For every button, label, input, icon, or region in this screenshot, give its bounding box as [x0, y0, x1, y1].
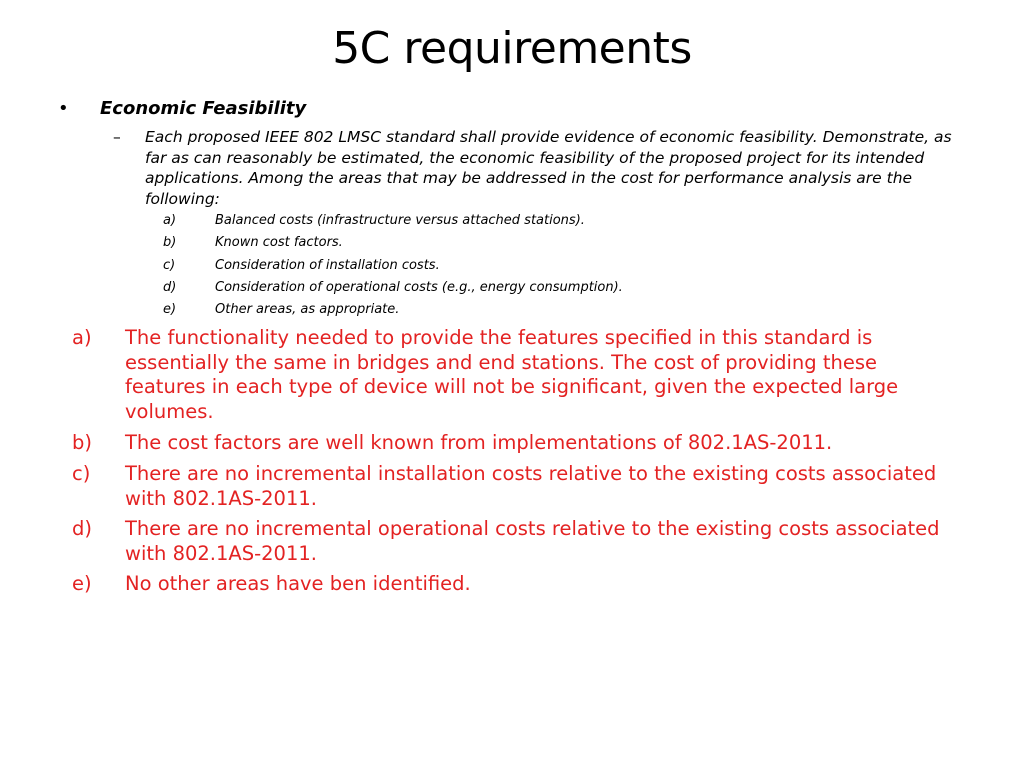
requirement-paragraph: Each proposed IEEE 802 LMSC standard shall provide evidence of economic feasibility. Demonstrate, as far as can reasonably be estimated, the economic feasibility of the proposed project for its intended applications. Among the areas that may be addressed in the cost for performance analysis are the following: — [145, 128, 952, 208]
list-item-text: Consideration of operational costs (e.g., energy consumption). — [215, 280, 623, 295]
answer-marker: c) — [72, 462, 91, 485]
list-item-marker: e) — [163, 302, 177, 317]
answer-text: The cost factors are well known from implementations of 802.1AS-2011. — [125, 431, 833, 454]
list-item-marker: c) — [163, 258, 176, 273]
list-item-text: Other areas, as appropriate. — [215, 302, 400, 317]
list-item-marker: d) — [163, 280, 177, 295]
answer-text: There are no incremental installation costs relative to the existing costs associated with 802.1AS-2011. — [125, 462, 937, 510]
answer-marker: a) — [72, 326, 92, 349]
answer-text: No other areas have ben identified. — [125, 572, 471, 595]
bullet-marker: • — [58, 98, 69, 119]
section-heading: Economic Feasibility — [100, 98, 307, 119]
answer-text: There are no incremental operational costs relative to the existing costs associated with 802.1AS-2011. — [125, 517, 940, 565]
list-item-text: Known cost factors. — [215, 235, 343, 250]
dash-marker: – — [113, 128, 121, 146]
answer-marker: e) — [72, 572, 92, 595]
answer-marker: d) — [72, 517, 92, 540]
answer-text: The functionality needed to provide the features specified in this standard is essentially the same in bridges and end stations. The cost of providing these features in each type of device will not be significant, given the expected large volumes. — [125, 326, 899, 423]
list-item-text: Consideration of installation costs. — [215, 258, 440, 273]
answer-marker: b) — [72, 431, 92, 454]
slide-title: 5C requirements — [332, 23, 692, 74]
list-item-marker: b) — [163, 235, 177, 250]
list-item-marker: a) — [163, 213, 177, 228]
list-item-text: Balanced costs (infrastructure versus attached stations). — [215, 213, 585, 228]
